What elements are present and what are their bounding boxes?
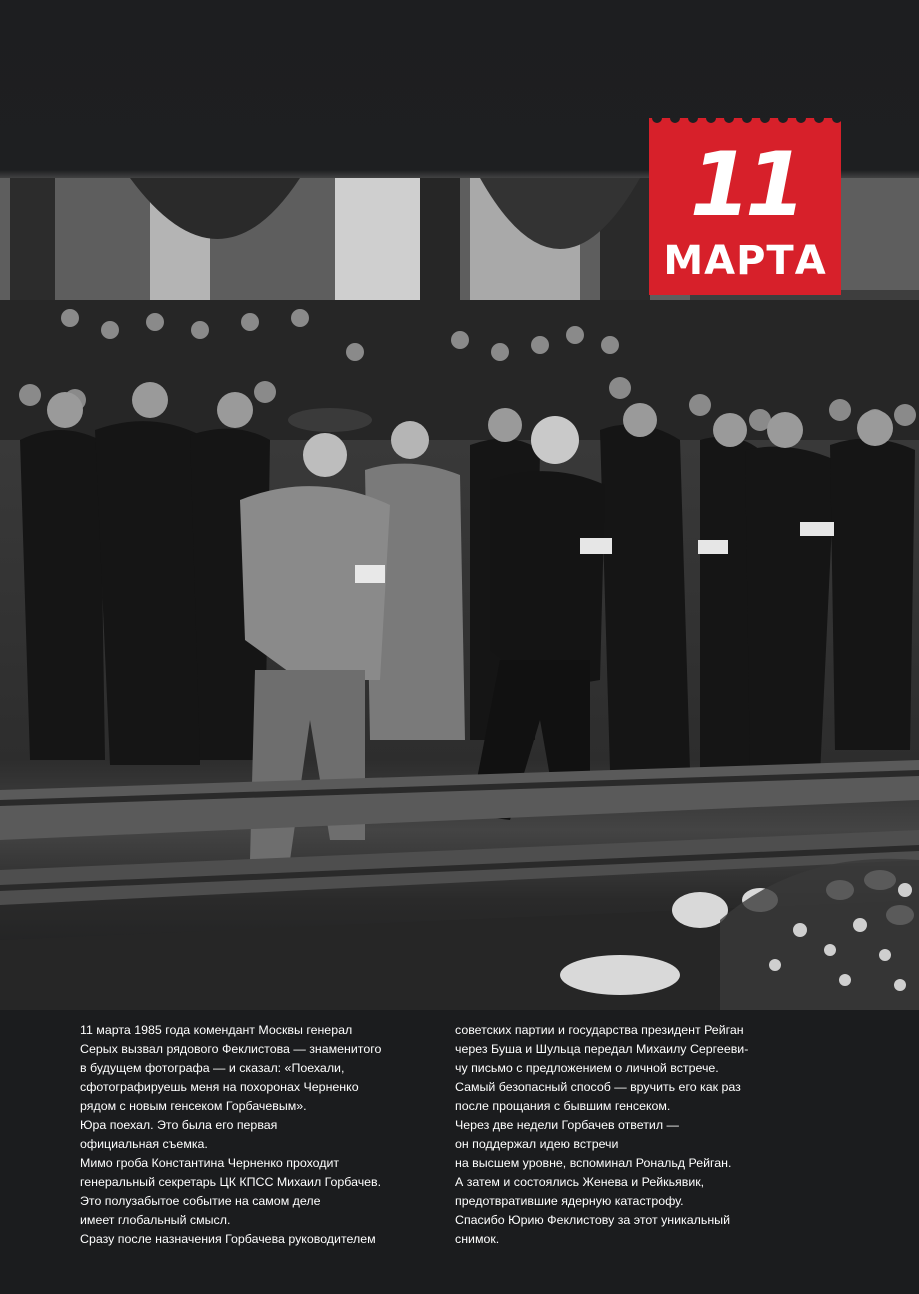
article-line: в будущем фотографа — и сказал: «Поехали, <box>80 1061 345 1075</box>
article-line: имеет глобальный смысл. <box>80 1213 231 1227</box>
article-line: Спасибо Юрию Феклистову за этот уникальный <box>455 1213 730 1227</box>
badge-day: 11 <box>689 133 801 236</box>
article-line: генеральный секретарь ЦК КПСС Михаил Горбачев. <box>80 1175 382 1189</box>
article-line: Мимо гроба Константина Черненко проходит <box>80 1156 340 1170</box>
article-line: рядом с новым генсеком Горбачевым». <box>80 1099 307 1113</box>
article-line: официальная съемка. <box>80 1137 208 1151</box>
date-badge <box>649 119 841 295</box>
article-line: Серых вызвал рядового Феклистова — знаменитого <box>80 1042 382 1056</box>
article-line: Сразу после назначения Горбачева руководителем <box>80 1232 376 1246</box>
article-column-right <box>455 1021 795 1249</box>
article-line: предотвратившие ядерную катастрофу. <box>455 1194 684 1208</box>
article-line: 11 марта 1985 года комендант Москвы генерал <box>80 1023 353 1037</box>
article-line: Это полузабытое событие на самом деле <box>80 1194 321 1208</box>
badge-scallop-edge <box>649 118 841 130</box>
badge-month: МАРТА <box>663 238 827 284</box>
article-line: советских партии и государства президент Рейган <box>455 1023 744 1037</box>
article-line: сфотографируешь меня на похоронах Черненко <box>80 1080 359 1094</box>
article-line: А затем и состоялись Женева и Рейкьявик, <box>455 1175 705 1189</box>
article-line: Юра поехал. Это была его первая <box>80 1118 278 1132</box>
article-column-left <box>80 1021 420 1249</box>
article-line: после прощания с бывшим генсеком. <box>455 1099 671 1113</box>
article-line: на высшем уровне, вспоминал Рональд Рейган. <box>455 1156 732 1170</box>
article-line: снимок. <box>455 1232 500 1246</box>
article-line: Самый безопасный способ — вручить его как раз <box>455 1080 741 1094</box>
article-line: Через две недели Горбачев ответил — <box>455 1118 679 1132</box>
article-line: он поддержал идею встречи <box>455 1137 619 1151</box>
article-line: через Буша и Шульца передал Михаилу Сергееви- <box>455 1042 749 1056</box>
article-line: чу письмо с предложением о личной встрече. <box>455 1061 719 1075</box>
